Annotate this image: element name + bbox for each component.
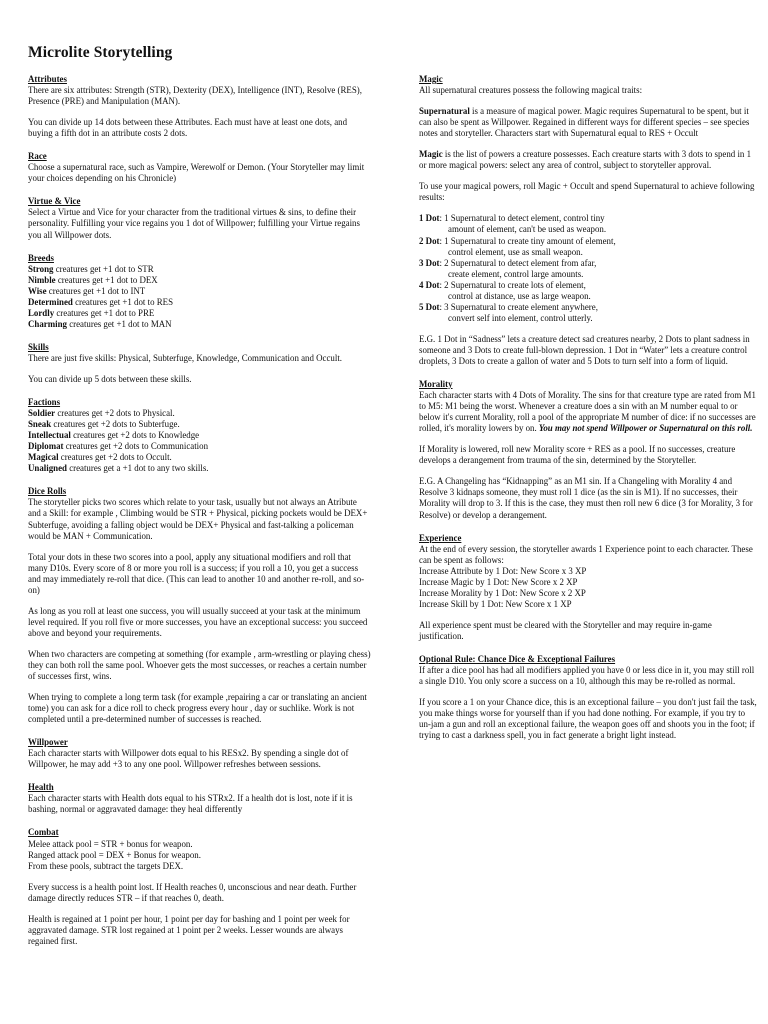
section-virtue-vice	[28, 196, 371, 240]
dot-list	[419, 213, 757, 323]
section-heading: Attributes	[28, 74, 67, 84]
paragraph: If after a dice pool has had all modifiers applied you have 0 or less dice in it, you may still roll a single D10. You only score a success on a 10, although this may be re-rolled as normal.	[419, 665, 755, 687]
paragraph: Every success is a health point lost. If Health reaches 0, unconscious and near death. Further damage directly reduces STR – if that reaches 0, death.	[28, 881, 357, 903]
xp-cost-line: Increase Attribute by 1 Dot: New Score x 3 XP	[419, 565, 587, 576]
list-item: Charming creatures get +1 dot to MAN	[28, 318, 172, 329]
paragraph: There are just five skills: Physical, Subterfuge, Knowledge, Communication and Occult.	[28, 352, 343, 363]
section-morality	[419, 379, 757, 521]
section-heading: Combat	[28, 827, 59, 838]
section-heading: Breeds	[28, 252, 54, 263]
list-item: Lordly creatures get +1 dot to PRE	[28, 307, 155, 318]
paragraph: E.G. 1 Dot in “Sadness” lets a creature detect sad creatures nearby, 2 Dots to plant sadness in someone and 3 Dots to create full-blown depression. 1 Dot in “Water” lets a creature control droplets, 3 Dots to create a gallon of water and 5 Dots to turn self into a form of liquid.	[419, 333, 750, 366]
paragraph: The storyteller picks two scores which relate to your task, usually but not always an Atribute and a Skill: for example , Climbing would be STR + Physical, picking pockets would be DEX+ Subterfuge, avoiding a falling object would be DEX+ Physical and fast-talking a policeman would be MAN + Communication.	[28, 497, 368, 541]
paragraph: When trying to complete a long term task (for example ,repairing a car or translating an ancient tome) you can ask for a dice roll to check progress every hour , day or suchlike. Work is not completed until a pre-determined number of successes is reached.	[28, 692, 367, 725]
section-heading: Virtue & Vice	[28, 196, 81, 207]
section-heading: Dice Rolls	[28, 486, 67, 497]
bold-rule: You may not spend Willpower or Supernatural on this roll.	[538, 423, 753, 434]
section-heading: Willpower	[28, 737, 68, 748]
section-heading: Experience	[419, 532, 462, 543]
section-heading: Skills	[28, 341, 49, 352]
list-item: Nimble creatures get +1 dot to DEX	[28, 274, 158, 285]
section-heading: Optional Rule: Chance Dice & Exceptional Failures	[419, 653, 616, 664]
dot-level-detail: create element, control large amounts.	[448, 268, 584, 279]
paragraph: When two characters are competing at something (for example , arm-wrestling or playing chess) they can both roll the same pool. Whoever gets the most successes, or reaches a certain number of successes first, wins.	[28, 648, 371, 682]
xp-cost-line: Increase Magic by 1 Dot: New Score x 2 XP	[419, 576, 578, 587]
section-combat	[28, 827, 371, 946]
list-item: Sneak creatures get +2 dots to Subterfuge.	[28, 419, 180, 430]
paragraph: Supernatural is a measure of magical power. Magic requires Supernatural to be spent, but it can also be spent as Willpower. Regained in different ways for different species – see species notes and storyteller. Characters start with Supernatural equal to RES + Occult	[419, 106, 750, 139]
section-optional-rule	[419, 654, 757, 741]
section-willpower	[28, 737, 371, 770]
dot-level: 1 Dot: 1 Supernatural to detect element, control tiny	[419, 213, 605, 224]
section-health	[28, 782, 371, 815]
paragraph: You can divide up 14 dots between these Attributes. Each must have at least one dots, and buying a fifth dot in an attribute costs 2 dots.	[28, 117, 348, 139]
page-title: Microlite Storytelling	[28, 44, 173, 61]
list-item: Determined creatures get +1 dot to RES	[28, 296, 174, 307]
paragraph	[28, 839, 371, 872]
section-experience	[419, 533, 757, 642]
paragraph: E.G. A Changeling has “Kidnapping” as an M1 sin. If a Changeling with Morality 4 and Resolve 3 kidnaps someone, they must roll 1 dice (as the sin is M1). If no successes, their Morality will drop to 3. If this is the case, they must then roll new 6 dice (3 for Morality, 3 for Resolve) or develop a derangement.	[419, 476, 753, 520]
paragraph: As long as you roll at least one success, you will usually succeed at your task at the minimum level required. If you roll five or more successes, you have an exceptional success: you succeed above and beyond your requirements.	[28, 605, 368, 638]
section-skills	[28, 342, 371, 385]
section-factions	[28, 397, 371, 474]
section-attributes	[28, 74, 371, 139]
paragraph: At the end of every session, the storyteller awards 1 Experience point to each character. These can be spent as follows: Increase Attribute by 1 Dot: New Score x 3 XP Increase Magic by 1 Dot: New Score x 2 XP Increase Morality by 1 Dot: New Score x 2 XP Increase Skill by 1 Dot: New Score x 1 XP	[419, 544, 757, 610]
paragraph: Each character starts with 4 Dots of Morality. The sins for that creature type are rated from M1 to M5: M1 being the worst. Whenever a creature does a sin with an M number equal to or below it's current Morality, roll a pool of the appropriate M number of dice: if no successes are rolled, it's morality lowers by on. You may not spend Willpower or Supernatural on this roll.	[419, 390, 756, 434]
paragraph: If Morality is lowered, roll new Morality score + RES as a pool. If no successes, creature develops a derangement from trauma of the sin, determined by the Storyteller.	[419, 444, 736, 466]
list-item: Unaligned creatures get a +1 dot to any two skills.	[28, 463, 209, 474]
dot-level-detail: amount of element, can't be used as weapon.	[448, 224, 607, 235]
xp-cost-line: Increase Morality by 1 Dot: New Score x 2 XP	[419, 587, 586, 598]
paragraph: There are six attributes: Strength (STR), Dexterity (DEX), Intelligence (INT), Resolve (RES), Presence (PRE) and Manipulation (MAN).	[28, 85, 362, 107]
paragraph: Magic is the list of powers a creature possesses. Each creature starts with 3 dots to spend in 1 or more magical powers: select any area of control, subject to storyteller approval.	[419, 149, 752, 171]
paragraph: Each character starts with Health dots equal to his STRx2. If a health dot is lost, note if it is bashing, normal or aggravated damage: they heal differently	[28, 793, 353, 815]
dot-level: 2 Dot: 1 Supernatural to create tiny amount of element,	[419, 235, 616, 246]
list-item: Soldier creatures get +2 dots to Physical.	[28, 408, 175, 419]
section-race	[28, 151, 371, 184]
section-heading: Morality	[419, 379, 453, 390]
section-heading: Magic	[419, 74, 443, 84]
paragraph: Choose a supernatural race, such as Vampire, Werewolf or Demon. (Your Storyteller may limit your choices depending on his Chronicle)	[28, 162, 365, 184]
paragraph: All supernatural creatures possess the following magical traits:	[419, 85, 643, 96]
section-magic	[419, 74, 757, 367]
formula-line: Ranged attack pool = DEX + Bonus for weapon.	[28, 849, 201, 860]
paragraph: Total your dots in these two scores into a pool, apply any situational modifiers and roll that many D10s. Every score of 8 or more you roll is a success; if you roll a 10, you get a success and may immediately re-roll that dice. (This can lead to another 10 and another re-roll, and so-on)	[28, 551, 365, 595]
section-heading: Health	[28, 782, 54, 793]
left-column	[28, 74, 371, 959]
dot-level: 4 Dot: 2 Supernatural to create lots of element,	[419, 279, 586, 290]
paragraph: Select a Virtue and Vice for your character from the traditional virtues & sins, to define their personality. Fulfilling your vice regains you 1 dot of Willpower; fulfilling your Virtue regains you all Willpower dots.	[28, 207, 360, 240]
section-dice-rolls	[28, 486, 371, 725]
formula-line: From these pools, subtract the targets DEX.	[28, 860, 184, 871]
list-item: Diplomat creatures get +2 dots to Communication	[28, 441, 209, 452]
list-item: Strong creatures get +1 dot to STR	[28, 263, 154, 274]
section-heading: Factions	[28, 397, 61, 408]
paragraph: Health is regained at 1 point per hour, 1 point per day for bashing and 1 point per week for aggravated damage. STR lost regained at 1 point per 2 weeks. Lesser wounds are always regained first.	[28, 913, 350, 946]
dot-level: 3 Dot: 2 Supernatural to detect element from afar,	[419, 257, 597, 268]
dot-level-detail: control element, use as small weapon.	[448, 246, 583, 257]
paragraph: Each character starts with Willpower dots equal to his RESx2. By spending a single dot of Willpower, he may add +3 to any one pool. Willpower refreshes between sessions.	[28, 748, 349, 770]
list-item: Intellectual creatures get +2 dots to Knowledge	[28, 430, 200, 441]
dot-level: 5 Dot: 3 Supernatural to create element anywhere,	[419, 301, 598, 312]
xp-cost-line: Increase Skill by 1 Dot: New Score x 1 XP	[419, 598, 572, 609]
paragraph: All experience spent must be cleared with the Storyteller and may require in-game justification.	[419, 619, 712, 641]
list-item: Wise creatures get +1 dot to INT	[28, 285, 146, 296]
list-item: Magical creatures get +2 dots to Occult.	[28, 452, 172, 463]
paragraph: You can divide up 5 dots between these skills.	[28, 373, 192, 384]
paragraph: If you score a 1 on your Chance dice, this is an exceptional failure – you don't just fail the task, you make things worse for yourself than if you had done nothing. For example, if you try to un-jam a gun and roll an exceptional failure, the weapon goes off and shoots you in the foot; if trying to cast a darkness spell, you in fact generate a bright light instead.	[419, 697, 757, 741]
dot-level-detail: convert self into element, control utterly.	[448, 312, 593, 323]
dot-level-detail: control at distance, use as large weapon.	[448, 290, 591, 301]
section-breeds	[28, 253, 371, 330]
formula-line: Melee attack pool = STR + bonus for weapon.	[28, 838, 193, 849]
section-heading: Race	[28, 151, 47, 162]
right-column	[419, 74, 757, 753]
paragraph: To use your magical powers, roll Magic + Occult and spend Supernatural to achieve following results:	[419, 181, 755, 203]
